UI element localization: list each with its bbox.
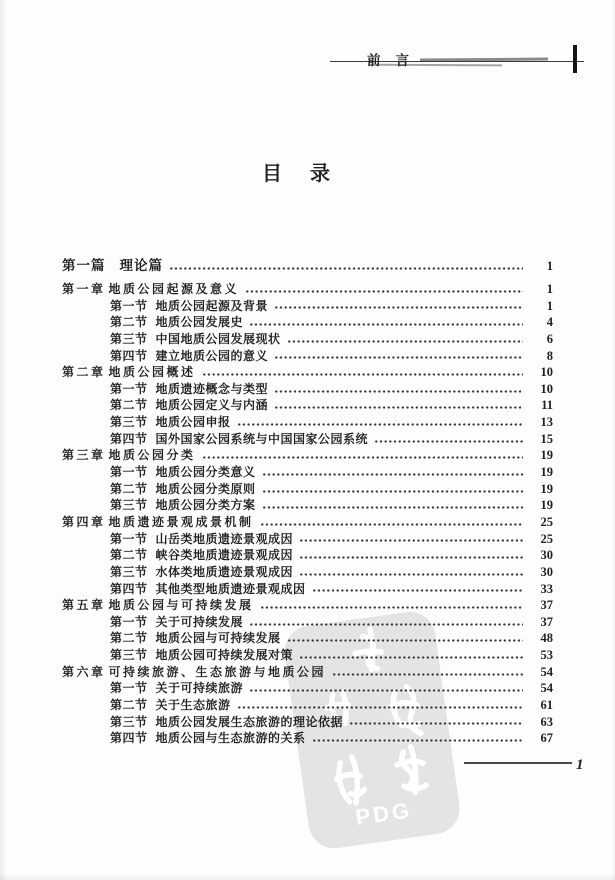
scan-edge-shadow (0, 0, 7, 880)
toc-entry-label: 第四章 (62, 514, 106, 529)
toc-entry-page: 37 (540, 598, 553, 613)
toc-entry-label: 第三节 (110, 648, 148, 663)
toc-entry-page: 30 (540, 548, 553, 563)
dot-leader (300, 656, 523, 659)
toc-entry (62, 381, 553, 398)
toc-entry-title: 峡谷类地质遗迹景观成因 (155, 548, 294, 563)
toc-entry (62, 630, 553, 647)
toc-entry-page: 19 (540, 465, 553, 480)
toc-entry-title: 地质公园与可持续发展 (108, 598, 254, 613)
toc-entry-label: 第一节 (110, 614, 148, 629)
toc-entry-title: 地质公园可持续发展对策 (155, 648, 294, 663)
toc-entry-title: 地质公园起源及意义 (108, 282, 240, 296)
toc-entry-label: 第一节 (110, 381, 148, 396)
toc-entry-label: 第一节 (110, 681, 148, 696)
dot-leader (263, 506, 523, 509)
toc-entry-page: 30 (540, 564, 553, 579)
toc-entry-title: 地质公园发展史 (155, 315, 244, 330)
toc-entry-page: 19 (540, 481, 553, 496)
dot-leader (238, 706, 523, 709)
toc-entry-title: 地质公园申报 (155, 415, 231, 430)
toc-entry-page: 63 (540, 714, 553, 729)
toc-entry (62, 514, 553, 531)
toc-entry-title: 地质公园发展生态旅游的理论依据 (155, 714, 344, 729)
toc-entry (62, 730, 553, 747)
toc-entry-label: 第四节 (110, 581, 148, 596)
toc-entry-label: 第三节 (110, 331, 148, 346)
toc-entry-title: 地质公园分类原则 (155, 481, 256, 496)
dot-leader (288, 340, 523, 343)
dot-leader (313, 739, 523, 742)
toc-entry-label: 第三节 (110, 415, 148, 430)
footer-rule (464, 762, 572, 764)
toc-entry (62, 664, 553, 681)
toc-entry-label: 第四节 (110, 348, 148, 363)
toc-entry (62, 431, 553, 448)
registration-cross-mark (573, 45, 578, 73)
toc-entry-title: 地质公园分类 (108, 448, 196, 463)
toc-entry-label: 第六章 (62, 664, 106, 679)
toc-entry (62, 364, 553, 381)
toc-list (62, 255, 553, 747)
toc-entry-label: 第一篇 (62, 258, 106, 273)
dot-leader (263, 490, 523, 493)
toc-entry-label: 第二章 (62, 365, 106, 380)
dot-leader (375, 440, 523, 443)
toc-entry-title: 理论篇 (119, 258, 163, 273)
toc-entry-title: 关于生态旅游 (155, 698, 231, 713)
dot-leader (263, 473, 523, 476)
toc-entry-page: 61 (540, 698, 553, 713)
toc-entry-page: 37 (540, 614, 553, 629)
toc-entry-page: 53 (540, 648, 553, 663)
page-title: 目录 (262, 163, 358, 185)
toc-entry-title: 地质公园与生态旅游的关系 (155, 731, 306, 746)
page-number: 1 (576, 757, 584, 773)
toc-entry-page: 48 (540, 631, 553, 646)
toc-entry-label: 第一节 (110, 465, 148, 480)
toc-entry-page: 33 (540, 581, 553, 596)
dot-leader (300, 539, 523, 542)
dot-leader (333, 673, 523, 676)
dot-leader (275, 406, 523, 409)
toc-entry-title: 地质遗迹景观成景机制 (108, 514, 254, 529)
dot-leader (300, 573, 523, 576)
toc-entry (62, 414, 553, 431)
toc-entry-label: 第三节 (110, 714, 148, 729)
toc-entry (62, 547, 553, 564)
toc-entry-label: 第二节 (110, 398, 148, 413)
toc-entry (62, 581, 553, 598)
toc-entry (62, 531, 553, 548)
toc-entry-label: 第四节 (110, 431, 148, 446)
toc-entry-label: 第二节 (110, 481, 148, 496)
toc-entry-title: 可持续旅游、生态旅游与地质公园 (108, 664, 327, 679)
toc-entry (62, 281, 553, 298)
toc-entry (62, 314, 553, 331)
toc-entry (62, 597, 553, 614)
toc-entry (62, 255, 553, 277)
pdg-watermark-label: PDG (353, 797, 414, 831)
dot-leader (300, 556, 523, 559)
toc-entry (62, 397, 553, 414)
toc-entry-title: 其他类型地质遗迹景观成因 (155, 581, 306, 596)
toc-entry-label: 第三章 (62, 448, 106, 463)
toc-entry-title: 国外国家公园系统与中国国家公园系统 (155, 431, 369, 446)
toc-entry-label: 第五章 (62, 598, 106, 613)
toc-entry-label: 第四节 (110, 731, 148, 746)
toc-entry-title: 建立地质公园的意义 (155, 348, 269, 363)
toc-entry-title: 中国地质公园发展现状 (155, 331, 281, 346)
toc-entry (62, 497, 553, 514)
toc-entry-title: 地质公园定义与内涵 (155, 398, 269, 413)
running-header-title: 前言 (367, 53, 424, 68)
toc-entry-title: 地质公园与可持续发展 (155, 631, 281, 646)
toc-entry-page: 10 (540, 365, 553, 380)
dot-leader (313, 589, 523, 592)
toc-entry-title: 地质公园分类意义 (155, 465, 256, 480)
dot-leader (238, 423, 523, 426)
dot-leader (288, 639, 523, 642)
scan-edge-shadow (0, 874, 615, 880)
toc-entry-title: 地质公园分类方案 (155, 498, 256, 513)
toc-entry-page: 15 (540, 431, 553, 446)
dot-leader (261, 606, 523, 609)
toc-entry-page: 1 (546, 298, 553, 313)
toc-entry-page: 25 (540, 531, 553, 546)
toc-entry-title: 关于可持续旅游 (155, 681, 244, 696)
toc-entry-page: 19 (540, 498, 553, 513)
toc-entry (62, 564, 553, 581)
toc-entry-title: 地质遗迹概念与类型 (155, 381, 269, 396)
toc-entry-page: 4 (546, 315, 553, 330)
toc-entry-page: 19 (540, 448, 553, 463)
toc-entry-page: 1 (546, 282, 553, 296)
toc-entry-label: 第三节 (110, 564, 148, 579)
toc-entry-page: 13 (540, 415, 553, 430)
toc-entry-page: 6 (546, 331, 553, 346)
toc-entry (62, 447, 553, 464)
toc-entry-page: 25 (540, 514, 553, 529)
toc-entry-title: 关于可持续发展 (155, 614, 244, 629)
toc-entry (62, 680, 553, 697)
dot-leader (203, 373, 523, 376)
toc-entry-page: 54 (540, 681, 553, 696)
scan-edge-shadow (611, 0, 615, 880)
toc-entry-page: 54 (540, 664, 553, 679)
toc-entry (62, 647, 553, 664)
toc-entry-title: 水体类地质遗迹景观成因 (155, 564, 294, 579)
toc-entry (62, 614, 553, 631)
toc-entry-page: 1 (546, 259, 553, 273)
dot-leader (250, 689, 523, 692)
toc-entry-label: 第一节 (110, 531, 148, 546)
toc-entry-label: 第二节 (110, 548, 148, 563)
dot-leader (275, 306, 523, 309)
toc-entry-label: 第一节 (110, 298, 148, 313)
toc-entry-label: 第一章 (62, 282, 106, 296)
dot-leader (275, 356, 523, 359)
toc-entry-page: 10 (540, 381, 553, 396)
toc-entry-page: 67 (540, 731, 553, 746)
dot-leader (275, 390, 523, 393)
dot-leader (170, 267, 523, 270)
toc-entry (62, 464, 553, 481)
dot-leader (203, 456, 523, 459)
toc-entry (62, 697, 553, 714)
toc-entry-title: 地质公园概述 (108, 365, 196, 380)
toc-entry-page: 8 (546, 348, 553, 363)
toc-entry-title: 山岳类地质遗迹景观成因 (155, 531, 294, 546)
toc-entry-title: 地质公园起源及背景 (155, 298, 269, 313)
toc-entry (62, 298, 553, 315)
toc-entry-label: 第二节 (110, 698, 148, 713)
toc-entry (62, 331, 553, 348)
toc-entry (62, 348, 553, 365)
toc-entry (62, 714, 553, 731)
dot-leader (246, 290, 523, 293)
toc-entry-page: 11 (541, 398, 553, 413)
toc-entry-label: 第三节 (110, 498, 148, 513)
toc-entry-label: 第二节 (110, 315, 148, 330)
dot-leader (250, 323, 523, 326)
toc-entry (62, 481, 553, 498)
dot-leader (350, 722, 523, 725)
dot-leader (261, 523, 523, 526)
toc-entry-label: 第二节 (110, 631, 148, 646)
dot-leader (250, 623, 523, 626)
